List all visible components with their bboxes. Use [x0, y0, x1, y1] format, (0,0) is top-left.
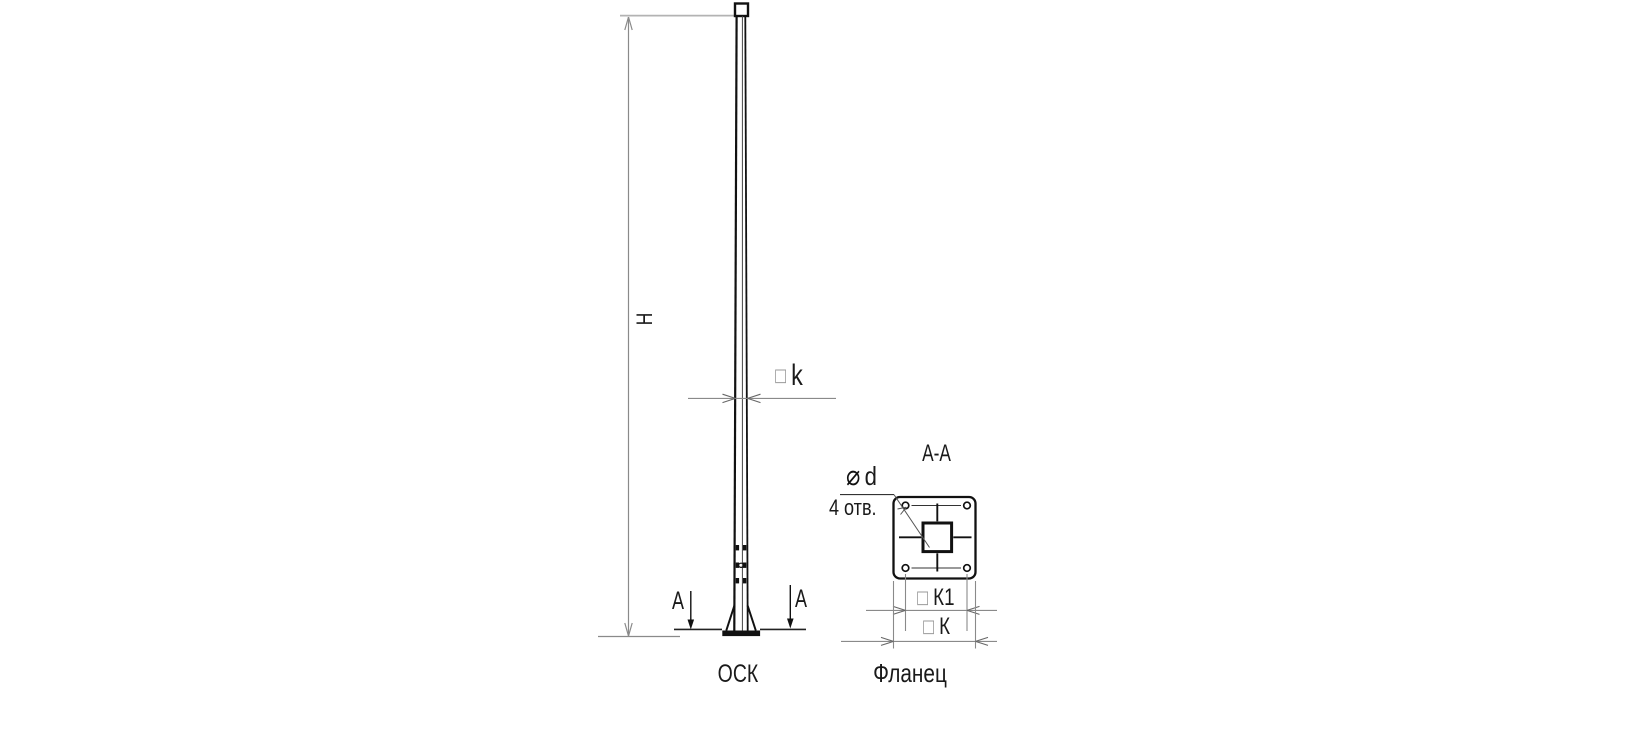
pole-outline [734, 4, 748, 631]
pole-cap [735, 4, 748, 17]
pole-width-value-label: k [791, 359, 803, 392]
bolt-spacing-dimension-label [916, 584, 955, 611]
pole-width-dimension [688, 394, 836, 402]
height-dimension-label: H [632, 312, 657, 326]
base-flange [674, 606, 806, 637]
diameter-symbol-icon: ⌀ [846, 459, 861, 492]
section-mark-right-label: A [794, 585, 808, 613]
section-view-title: A-A [922, 440, 951, 467]
plate-size-dimension-label [922, 613, 951, 640]
holes-count-label: 4 отв. [829, 495, 877, 520]
plate-size-value-label: К [939, 613, 951, 640]
hole-diameter-label: d [864, 460, 877, 491]
section-mark-left-label: A [671, 587, 685, 615]
pole-width-dimension-label [774, 356, 803, 396]
height-dimension [598, 16, 735, 637]
pole-joint-marks [736, 545, 747, 583]
square-section-symbol-icon: □ [774, 365, 788, 386]
pole-view-caption: ОСК [717, 660, 759, 688]
square-section-symbol-icon: □ [922, 616, 936, 637]
bolt-spacing-value-label: К1 [933, 584, 955, 611]
square-section-symbol-icon: □ [916, 587, 930, 608]
hole-diameter-callout [846, 461, 877, 491]
flange-view-caption: Фланец [873, 658, 947, 688]
section-cut-arrows [688, 585, 794, 630]
